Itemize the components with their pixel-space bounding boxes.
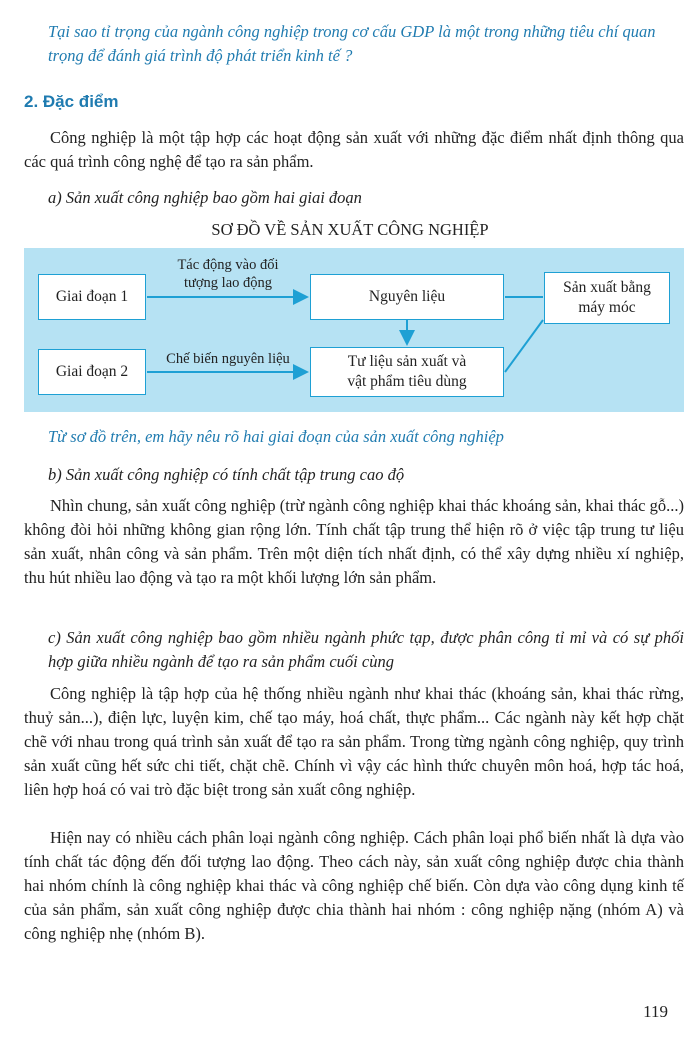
paragraph-c2: Hiện nay có nhiều cách phân loại ngành công nghiệp. Cách phân loại phổ biến nhất là dựa vào tính chất tác động đến đối tượng lao động. Theo cách này, sản xuất công nghiệp được chia thành hai nhóm chính là công nghiệp khai thác và công nghiệp chế biến. Còn dựa vào công dụng kinh tế của sản phẩm, sản xuất công nghiệp được chia thành hai nhóm : công nghiệp nặng (nhóm A) và công nghiệp nhẹ (nhóm B).: [24, 828, 684, 943]
paragraph-c1: Công nghiệp là tập hợp của hệ thống nhiều ngành như khai thác (khoáng sản, khai thác rừng, thuỷ sản...), điện lực, luyện kim, chế tạo máy, hoá chất, thực phẩm... Các ngành này kết hợp chặt chẽ với nhau trong quá trình sản xuất để tạo ra sản phẩm. Trong từng ngành công nghiệp, quy trình sản xuất cũng hết sức chi tiết, chặt chẽ. Chính vì vậy các hình thức chuyên môn hoá, hợp tác hoá, liên hợp hoá có vai trò đặc biệt trong sản xuất công nghiệp.: [24, 684, 684, 799]
product-line2: vật phẩm tiêu dùng: [347, 373, 467, 390]
label-stage1-line2: tượng lao động: [183, 275, 273, 291]
subheading-a: a) Sản xuất công nghiệp bao gồm hai giai đoạn: [48, 188, 362, 207]
machine-box: [544, 272, 670, 324]
stage2-box: Giai đoạn 2: [38, 349, 146, 395]
subheading-b: b) Sản xuất công nghiệp có tính chất tập trung cao độ: [48, 465, 405, 484]
product-line1: Tư liệu sản xuất và: [347, 353, 467, 370]
stage1-box: Giai đoạn 1: [38, 274, 146, 320]
raw-material-box: Nguyên liệu: [310, 274, 504, 320]
question-1: Tại sao tỉ trọng của ngành công nghiệp trong cơ cấu GDP là một trong những tiêu chí quan trọng để đánh giá trình độ phát triển kinh tế ?: [48, 22, 656, 65]
page-number: 119: [643, 1002, 668, 1021]
section-heading: 2. Đặc điểm: [24, 92, 119, 111]
machine-line1: Sản xuất bằng: [563, 279, 651, 296]
label-stage1-line1: Tác động vào đối: [177, 257, 279, 273]
question-2: Từ sơ đồ trên, em hãy nêu rõ hai giai đoạn của sản xuất công nghiệp: [48, 427, 504, 446]
label-stage1: [148, 256, 308, 292]
diagram-title: SƠ ĐỒ VỀ SẢN XUẤT CÔNG NGHIỆP: [211, 220, 489, 239]
line-product-to-machine: [505, 320, 543, 372]
product-box: [310, 347, 504, 397]
paragraph-b: Nhìn chung, sản xuất công nghiệp (trừ ngành công nghiệp khai thác khoáng sản, khai thác gỗ...) không đòi hỏi những không gian rộng lớn. Tính chất tập trung thể hiện rõ ở việc tập trung tư liệu sản xuất, nhân công và sản phẩm. Trên một diện tích nhất định, có thể xây dựng nhiều xí nghiệp, thu hút nhiều lao động và tạo ra một khối lượng lớn sản phẩm.: [24, 496, 684, 587]
label-stage2: Chế biến nguyên liệu: [166, 351, 290, 367]
production-diagram: [24, 248, 684, 412]
intro-paragraph: Công nghiệp là một tập hợp các hoạt động sản xuất với những đặc điểm nhất định thông qua các quá trình công nghệ để tạo ra sản phẩm.: [24, 128, 684, 171]
machine-line2: máy móc: [578, 299, 636, 316]
subheading-c: c) Sản xuất công nghiệp bao gồm nhiều ngành phức tạp, được phân công tỉ mỉ và có sự phối hợp giữa nhiều ngành để tạo ra sản phẩm cuối cùng: [48, 628, 684, 671]
